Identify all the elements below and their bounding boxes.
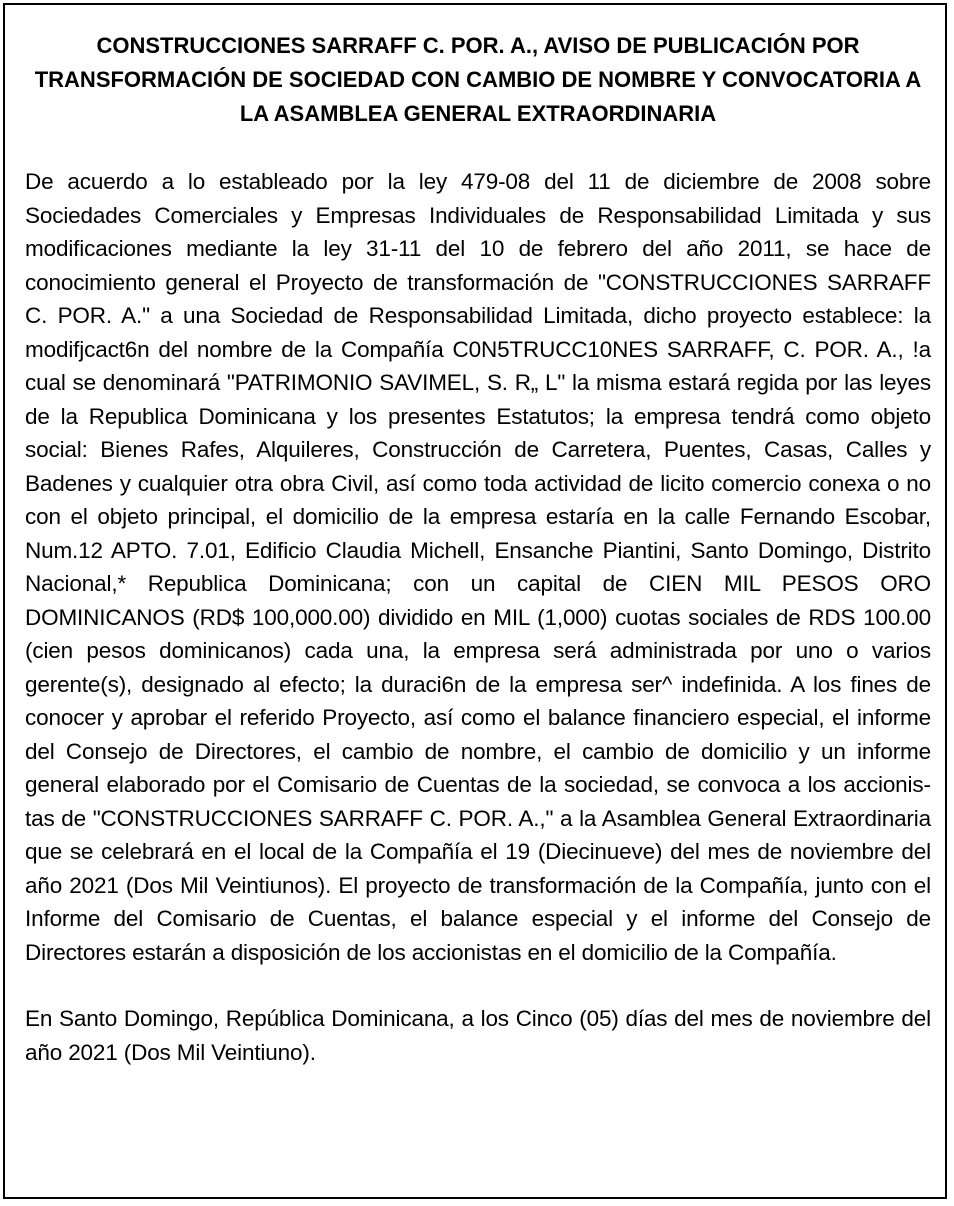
notice-body-paragraph: De acuerdo a lo estableado por la ley 479-08 del 11 de diciembre de 2008 sobre Sociedades Comerciales y Empresas Individuales de Responsabilidad Limitada y sus modificaciones mediante la ley 31-11 del 10 de febrero del año 2011, se hace de conocimiento general el Proyecto de transformación de "CONSTRUCCIONES SARRAFF C. POR. A." a una Sociedad de Responsabilidad Limitada, dicho proyecto establece: la modifjcact6n del nombre de la Compañía C0N5TRUCC10NES SARRAFF, C. POR. A., !a cual se denominará "PATRIMONIO SAVIMEL, S. R„ L" la misma estará regida por las leyes de la Republica Dominicana y los presentes Estatutos; la empresa tendrá como objeto social: Bienes Rafes, Alquileres, Construcción de Carretera, Puentes, Casas, Calles y Badenes y cualquier otra obra Civil, así como toda actividad de licito comercio conexa o no con el objeto principal, el domicilio de la empresa estaría en la calle Fernando Escobar, Num.12 APTO. 7.01, Edificio Claudia Michell, Ensanche Piantini, Santo Domingo, Distrito Nacional,* Republica Dominicana; con un capital de CIEN MIL PESOS ORO DOMINICANOS (RD$ 100,000.00) dividido en MIL (1,000) cuotas sociales de RDS 100.00 (cien pesos dominicanos) cada una, la empresa será administrada por uno o varios gerente(s), designado al efecto; la duraci6n de la empresa ser^ indefinida. A los fines de conocer y aprobar el referido Proyecto, así como el balance financiero especial, el informe del Consejo de Directores, el cambio de nombre, el cambio de domicilio y un informe general elaborado por el Comisario de Cuentas de la sociedad, se convoca a los accionistas de "CONSTRUCCIONES SARRAFF C. POR. A.," a la Asamblea General Extraordinaria que se celebrará en el local de la Compañía el 19 (Diecinueve) del mes de noviembre del año 2021 (Dos Mil Veintiunos). El proyecto de transformación de la Compañía, junto con el Informe del Comisario de Cuentas, el balance especial y el informe del Consejo de Directores estarán a disposición de los accionistas en el domicilio de la Compañía. [25,169,931,965]
notice-title: CONSTRUCCIONES SARRAFF C. POR. A., AVISO DE PUBLICACIÓN POR TRANSFORMACIÓN DE SOCIEDAD CON CAMBIO DE NOMBRE Y CONVOCATORIA A LA ASAMBLEA GENERAL EXTRAORDINARIA [34,33,922,126]
notice-closing-paragraph: En Santo Domingo, República Dominicana, a los Cinco (05) días del mes de noviembre del año 2021 (Dos Mil Veintiuno). [25,1006,931,1065]
notice-content [25,29,931,1069]
notice-frame [3,3,947,1199]
